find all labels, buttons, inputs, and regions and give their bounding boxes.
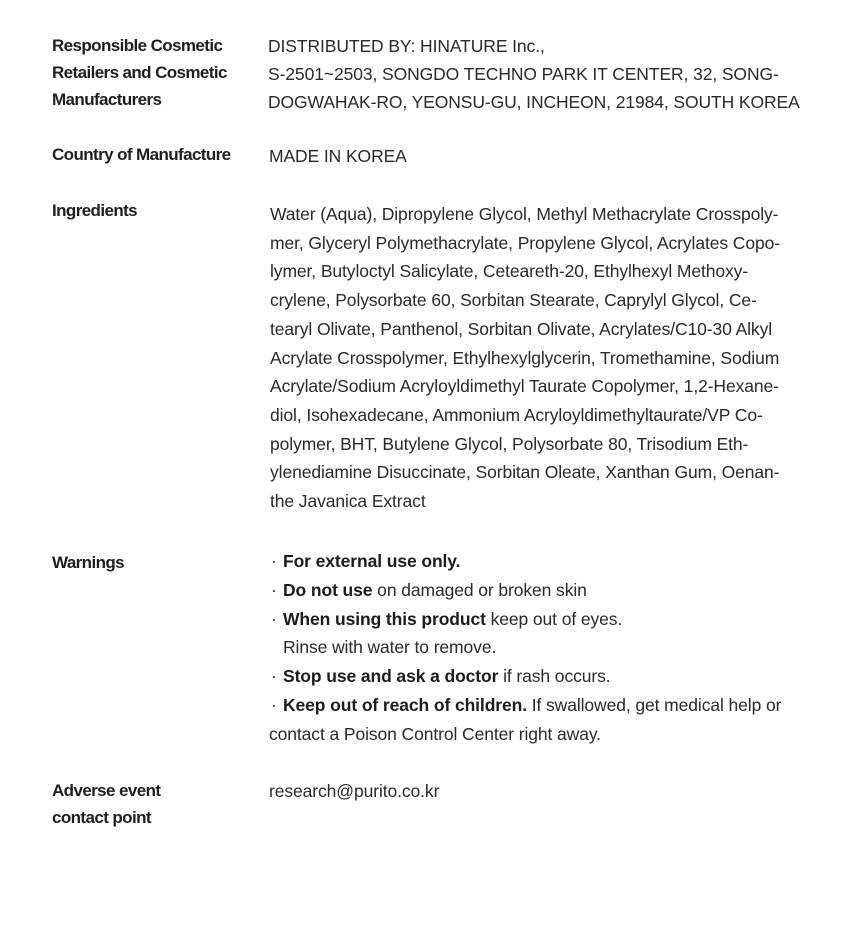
contact-email: research@purito.co.kr <box>269 781 440 801</box>
address-line: S-2501~2503, SONGDO TECHNO PARK IT CENTER, 32, SONG- <box>268 64 779 84</box>
ingredients-line: Water (Aqua), Dipropylene Glycol, Methyl Methacrylate Crosspoly- <box>270 204 779 224</box>
ingredients-line: tearyl Olivate, Panthenol, Sorbitan Olivate, Acrylates/C10-30 Alkyl <box>270 318 773 339</box>
bullet-dot: · <box>271 666 277 687</box>
warning-item <box>269 605 781 634</box>
warnings-label-text: Warnings <box>52 553 125 572</box>
warning-bold: When using this product <box>283 608 486 629</box>
ingredients-label <box>52 197 262 224</box>
contact-label <box>52 777 262 831</box>
warning-item <box>269 691 781 720</box>
warning-text: if rash occurs. <box>498 666 611 687</box>
bullet-dot: · <box>271 608 277 629</box>
bullet-dot: · <box>271 551 277 571</box>
bullet-dot: · <box>271 579 277 600</box>
warning-item <box>269 547 781 576</box>
warning-text: keep out of eyes. <box>485 608 623 629</box>
warning-bold: Keep out of reach of children. <box>283 694 527 715</box>
contact-value <box>269 777 439 805</box>
contact-label-line: Adverse event <box>52 781 161 800</box>
ingredients-line: Acrylate Crosspolymer, Ethylhexylglycerin, Tromethamine, Sodium <box>270 347 780 368</box>
warning-continuation: Rinse with water to remove. <box>283 637 497 658</box>
ingredients-line: lymer, Butyloctyl Salicylate, Ceteareth-20, Ethylhexyl Methoxy- <box>270 261 749 282</box>
warnings-list <box>269 547 781 749</box>
ingredients-line: diol, Isohexadecane, Ammonium Acryloyldimethyltaurate/VP Co- <box>270 404 763 425</box>
bullet-dot: · <box>271 694 277 715</box>
ingredients-value <box>270 200 780 516</box>
ingredients-line: ylenediamine Disuccinate, Sorbitan Oleate, Xanthan Gum, Oenan- <box>270 462 780 483</box>
warnings-label <box>52 549 262 576</box>
ingredients-line: crylene, Polysorbate 60, Sorbitan Stearate, Caprylyl Glycol, Ce- <box>270 290 757 311</box>
responsible-value <box>268 32 800 116</box>
country-value-text: MADE IN KOREA <box>269 146 407 166</box>
responsible-label-line: Responsible Cosmetic <box>52 36 223 55</box>
ingredients-line: polymer, BHT, Butylene Glycol, Polysorbate 80, Trisodium Eth- <box>270 433 749 454</box>
ingredients-label-text: Ingredients <box>52 201 138 220</box>
distributor-line: DISTRIBUTED BY: HINATURE Inc., <box>268 36 545 56</box>
country-label <box>52 141 262 168</box>
warning-bold: Do not use <box>283 579 373 600</box>
warning-continuation: contact a Poison Control Center right away. <box>269 723 601 744</box>
ingredients-line: the Javanica Extract <box>270 491 426 512</box>
responsible-label <box>52 32 262 113</box>
warning-bold: Stop use and ask a doctor <box>283 666 499 687</box>
warning-bold: For external use only. <box>283 551 461 571</box>
warning-text: on damaged or broken skin <box>372 579 587 600</box>
ingredients-line: Acrylate/Sodium Acryloyldimethyl Taurate Copolymer, 1,2-Hexane- <box>270 376 779 397</box>
country-label-text: Country of Manufacture <box>52 145 231 164</box>
country-value <box>269 142 407 170</box>
warning-item <box>269 576 781 605</box>
warning-item <box>269 662 781 691</box>
warning-text: If swallowed, get medical help or <box>526 694 782 715</box>
responsible-label-line: Retailers and Cosmetic <box>52 63 227 82</box>
contact-label-line: contact point <box>52 808 151 827</box>
ingredients-line: mer, Glyceryl Polymethacrylate, Propylene Glycol, Acrylates Copo- <box>270 232 780 253</box>
address-line: DOGWAHAK-RO, YEONSU-GU, INCHEON, 21984, SOUTH KOREA <box>268 92 800 112</box>
responsible-label-line: Manufacturers <box>52 90 162 109</box>
